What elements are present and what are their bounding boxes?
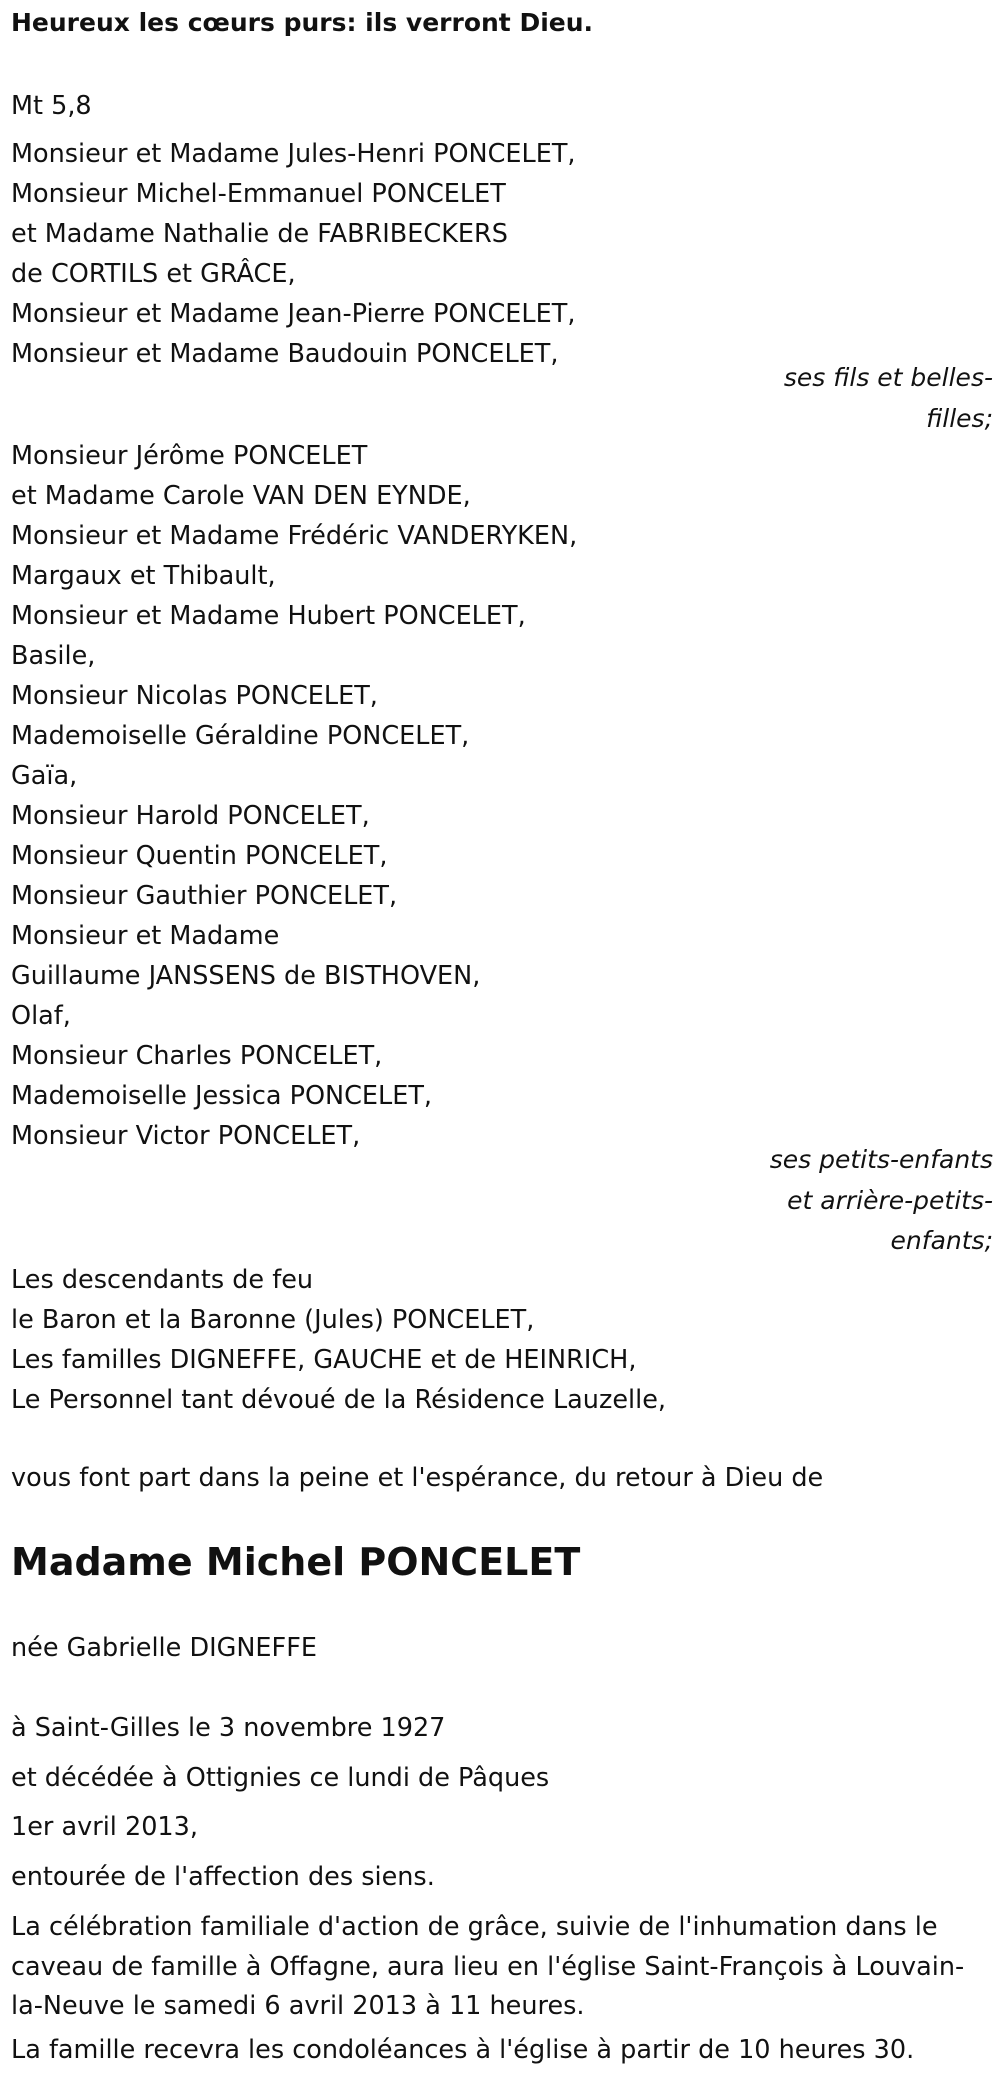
ceremony-block xyxy=(11,1908,993,2027)
condolences-text: La famille recevra les condoléances à l'église à partir de 10 heures 30. xyxy=(11,2035,915,2065)
ceremony-text: La célébration familiale d'action de grâce, suivie de l'inhumation dans le caveau de famille à Offagne, aura lieu en l'église Saint-François à Louvain-la-Neuve le samedi 6 avril 2013 à 11 heures. xyxy=(11,1912,965,2021)
deceased-name-block xyxy=(11,1537,993,1587)
relation-label: ses fils et belles- xyxy=(783,363,993,392)
family-line: et Madame Carole VAN DEN EYNDE, xyxy=(11,481,471,511)
family-line: Mademoiselle Jessica PONCELET, xyxy=(11,1081,433,1111)
family-line: Guillaume JANSSENS de BISTHOVEN, xyxy=(11,961,481,991)
family-line: et Madame Nathalie de FABRIBECKERS xyxy=(11,219,508,249)
family-line: Monsieur et Madame Hubert PONCELET, xyxy=(11,601,526,631)
children-list xyxy=(11,134,993,374)
relation-label: filles; xyxy=(926,403,993,433)
family-line: Monsieur Quentin PONCELET, xyxy=(11,841,388,871)
death-date: 1er avril 2013, xyxy=(11,1812,198,1842)
family-line: Monsieur et Madame Jean-Pierre PONCELET, xyxy=(11,299,576,329)
born-name: née Gabrielle DIGNEFFE xyxy=(11,1633,317,1663)
family-line: Gaïa, xyxy=(11,761,78,791)
children-label xyxy=(11,358,993,439)
verse-reference: Mt 5,8 xyxy=(11,91,92,121)
family-line: Le Personnel tant dévoué de la Résidence Lauzelle, xyxy=(11,1385,667,1415)
family-line: Monsieur et Madame xyxy=(11,921,280,951)
announcement-text: vous font part dans la peine et l'espérance, du retour à Dieu de xyxy=(11,1463,824,1493)
surrounded-block xyxy=(11,1857,993,1897)
relation-label: et arrière-petits- xyxy=(787,1185,993,1215)
family-line: Margaux et Thibault, xyxy=(11,561,276,591)
verse-reference-block xyxy=(11,86,993,126)
family-line: Olaf, xyxy=(11,1001,71,1031)
born-name-block xyxy=(11,1628,993,1668)
family-line: Monsieur Michel-Emmanuel PONCELET xyxy=(11,179,506,209)
scripture-heading: Heureux les cœurs purs: ils verront Dieu. xyxy=(11,8,594,37)
other-relatives-list xyxy=(11,1260,993,1420)
family-line: Monsieur Gauthier PONCELET, xyxy=(11,881,398,911)
relation-label: ses petits-enfants xyxy=(769,1145,993,1174)
birth-block xyxy=(11,1708,993,1748)
family-line: Mademoiselle Géraldine PONCELET, xyxy=(11,721,470,751)
family-line: Monsieur et Madame Baudouin PONCELET, xyxy=(11,339,559,369)
family-line: Monsieur et Madame Frédéric VANDERYKEN, xyxy=(11,521,578,551)
death-date-block xyxy=(11,1807,993,1847)
family-line: Les familles DIGNEFFE, GAUCHE et de HEINRICH, xyxy=(11,1345,637,1375)
family-line: Basile, xyxy=(11,641,96,671)
deceased-name: Madame Michel PONCELET xyxy=(11,1540,581,1584)
family-line: Monsieur Jérôme PONCELET xyxy=(11,441,368,471)
death-block xyxy=(11,1758,993,1798)
family-line: Monsieur Nicolas PONCELET, xyxy=(11,681,378,711)
family-line: le Baron et la Baronne (Jules) PONCELET, xyxy=(11,1305,535,1335)
condolences-block xyxy=(11,2030,993,2070)
family-line: de CORTILS et GRÂCE, xyxy=(11,259,296,289)
family-line: Monsieur Charles PONCELET, xyxy=(11,1041,383,1071)
birth-info: à Saint-Gilles le 3 novembre 1927 xyxy=(11,1713,446,1743)
surrounded-text: entourée de l'affection des siens. xyxy=(11,1862,435,1892)
death-info: et décédée à Ottignies ce lundi de Pâques xyxy=(11,1763,550,1793)
family-line: Monsieur Victor PONCELET, xyxy=(11,1121,361,1151)
family-line: Les descendants de feu xyxy=(11,1265,314,1295)
grandchildren-list xyxy=(11,436,993,1156)
announcement-block xyxy=(11,1458,993,1498)
grandchildren-label xyxy=(11,1140,993,1262)
family-line: Monsieur et Madame Jules-Henri PONCELET, xyxy=(11,139,576,169)
relation-label: enfants; xyxy=(890,1226,993,1255)
family-line: Monsieur Harold PONCELET, xyxy=(11,801,370,831)
